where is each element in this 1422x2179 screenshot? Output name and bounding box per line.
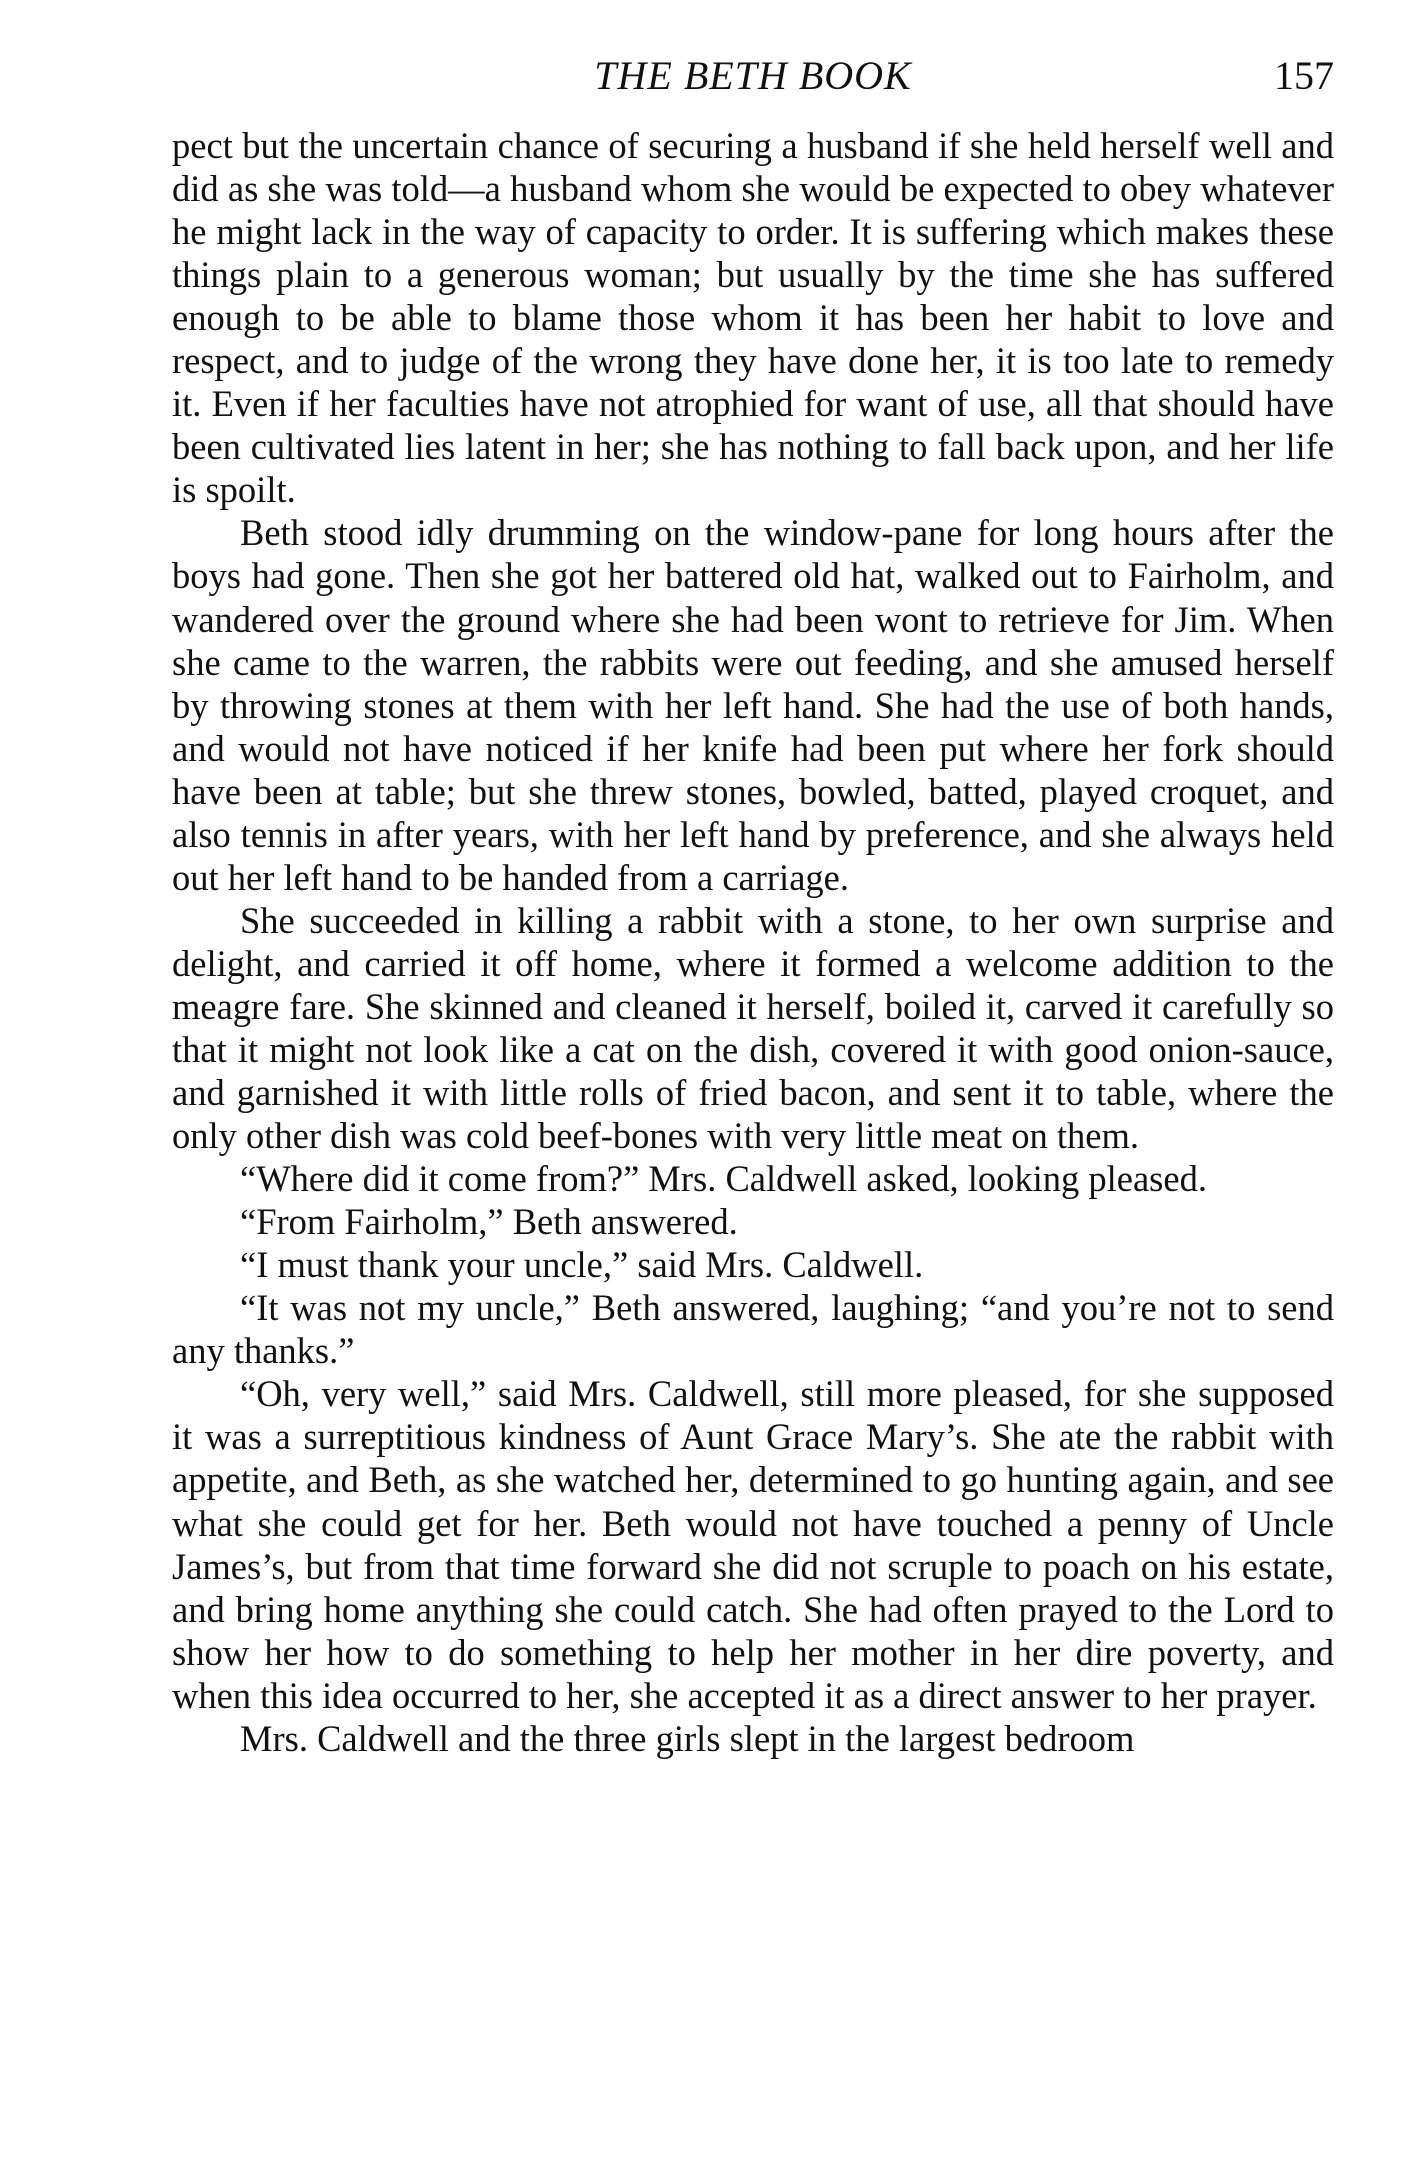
paragraph: “From Fairholm,” Beth answered. — [240, 1201, 738, 1243]
paragraph: Mrs. Caldwell and the three girls slept in the largest bedroom — [240, 1717, 1135, 1759]
paragraph: pect but the uncertain chance of securing a husband if she held herself well and did as she was told—a husband whom she would be expected to obey whatever he might lack in the way of capacity to order. It is suffering which makes these things plain to a generous woman; but usually by the time she has suffered enough to be able to blame those whom it has been her habit to love and respect, and to judge of the wrong they have done her, it is too late to remedy it. Even if her faculties have not atrophied for want of use, all that should have been cultivated lies latent in her; she has nothing to fall back upon, and her life is spoilt. — [172, 125, 1334, 511]
paragraph: She succeeded in killing a rabbit with a stone, to her own surprise and delight, and carried it off home, where it formed a welcome addition to the meagre fare. She skinned and cleaned it herself, boiled it, carved it carefully so that it might not look like a cat on the dish, covered it with good onion-sauce, and garnished it with little rolls of fried bacon, and sent it to table, where the only other dish was cold beef-bones with very little meat on them. — [172, 899, 1334, 1157]
body-text — [172, 124, 1334, 1760]
running-title: THE BETH BOOK — [594, 53, 912, 98]
page-number: 157 — [1274, 53, 1334, 98]
paragraph: “Oh, very well,” said Mrs. Caldwell, still more pleased, for she supposed it was a surreptitious kindness of Aunt Grace Mary’s. She ate the rabbit with appetite, and Beth, as she watched her, determined to go hunting again, and see what she could get for her. Beth would not have touched a penny of Uncle James’s, but from that time forward she did not scruple to poach on his estate, and bring home anything she could catch. She had often prayed to the Lord to show her how to do something to help her mother in her dire poverty, and when this idea occurred to her, she accepted it as a direct answer to her prayer. — [172, 1373, 1334, 1716]
paragraph: “It was not my uncle,” Beth answered, laughing; “and you’re not to send any thanks.” — [172, 1287, 1334, 1372]
page-header — [172, 46, 1334, 106]
paragraph: “Where did it come from?” Mrs. Caldwell asked, looking pleased. — [240, 1158, 1207, 1200]
paragraph: Beth stood idly drumming on the window-pane for long hours after the boys had gone. Then she got her battered old hat, walked out to Fairholm, and wandered over the ground where she had been wont to retrieve for Jim. When she came to the warren, the rabbits were out feeding, and she amused herself by throwing stones at them with her left hand. She had the use of both hands, and would not have noticed if her knife had been put where her fork should have been at table; but she threw stones, bowled, batted, played croquet, and also tennis in after years, with her left hand by preference, and she always held out her left hand to be handed from a carriage. — [172, 512, 1334, 898]
paragraph: “I must thank your uncle,” said Mrs. Caldwell. — [240, 1244, 924, 1286]
